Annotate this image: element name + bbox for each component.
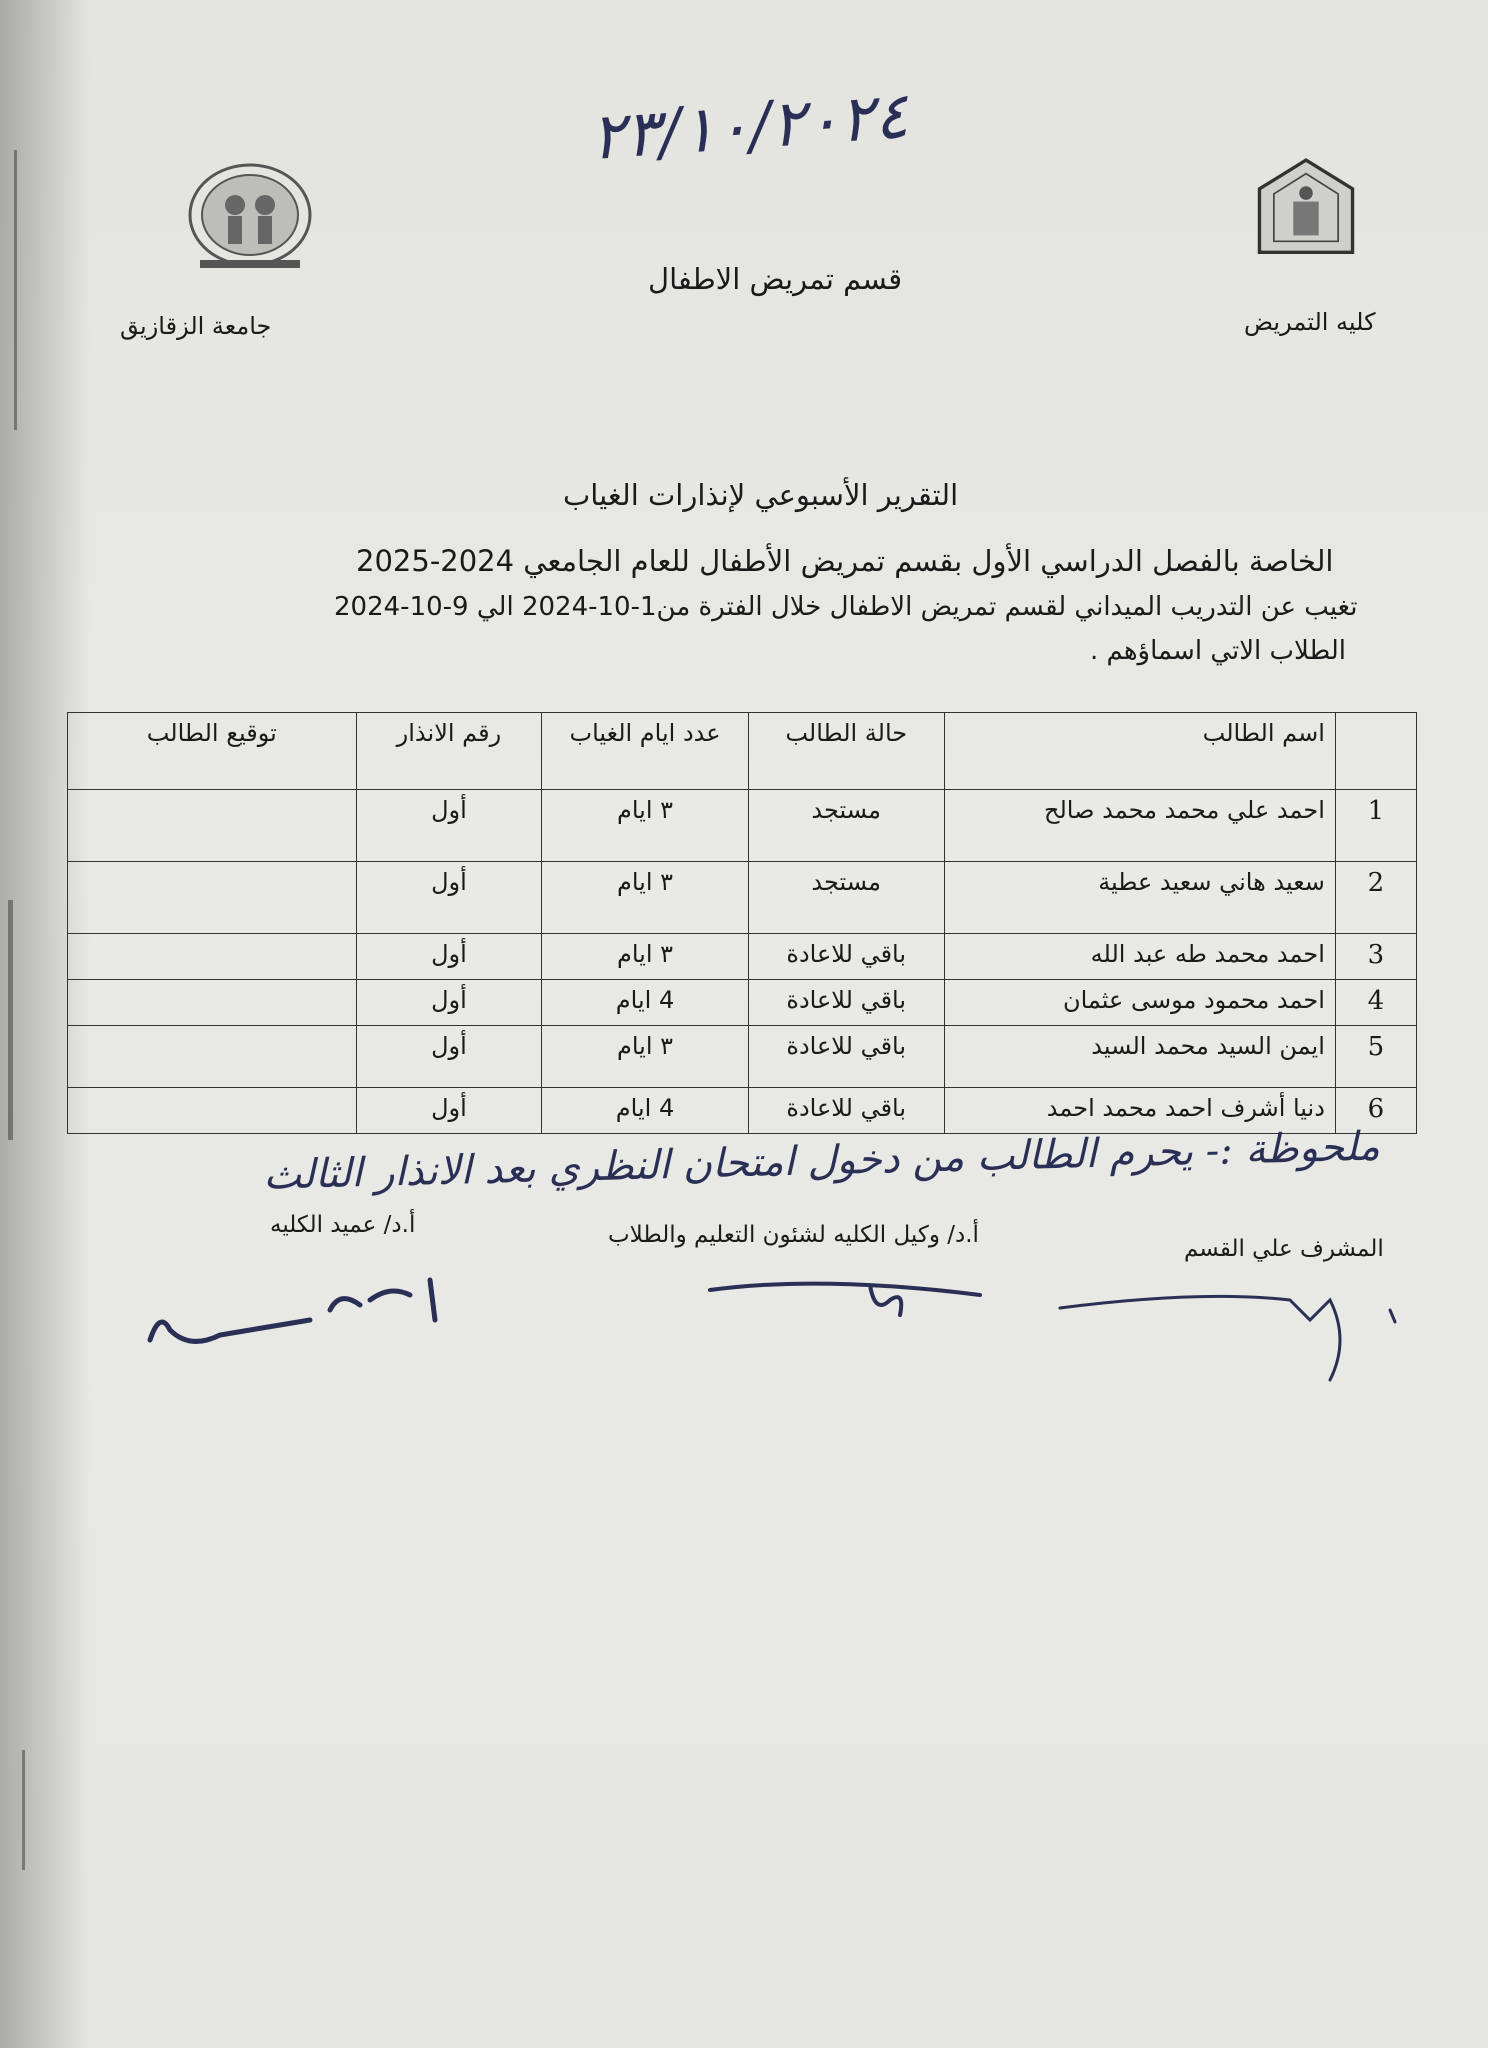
absence-days: 4 ايام — [542, 980, 748, 1026]
vice-dean-label: أ.د/ وكيل الكليه لشئون التعليم والطلاب — [608, 1222, 979, 1248]
table-row — [68, 980, 1417, 1026]
warning-number: أول — [356, 1088, 542, 1134]
report-title: التقرير الأسبوعي لإنذارات الغياب — [563, 478, 959, 512]
header-signature: توقيع الطالب — [68, 713, 357, 790]
university-name: جامعة الزقازيق — [120, 312, 272, 340]
row-number: 5 — [1335, 1026, 1416, 1088]
table-row — [68, 862, 1417, 934]
student-signature — [68, 1088, 357, 1134]
table-row — [68, 934, 1417, 980]
absence-days: ٣ ايام — [542, 862, 748, 934]
absence-days: ٣ ايام — [542, 1026, 748, 1088]
table-row — [68, 1088, 1417, 1134]
row-number: 3 — [1335, 934, 1416, 980]
row-number: 1 — [1335, 790, 1416, 862]
header-days: عدد ايام الغياب — [542, 713, 748, 790]
report-line-1: الخاصة بالفصل الدراسي الأول بقسم تمريض الأطفال للعام الجامعي 2024-2025 — [356, 544, 1334, 578]
student-status: مستجد — [748, 862, 944, 934]
student-status: مستجد — [748, 790, 944, 862]
faculty-name: كليه التمريض — [1244, 308, 1376, 336]
supervisor-label: المشرف علي القسم — [1184, 1236, 1384, 1262]
student-signature — [68, 1026, 357, 1088]
student-status: باقي للاعادة — [748, 1088, 944, 1134]
row-number: 6 — [1335, 1088, 1416, 1134]
department-name: قسم تمريض الاطفال — [648, 262, 903, 296]
header-number — [1335, 713, 1416, 790]
student-name: سعيد هاني سعيد عطية — [944, 862, 1335, 934]
warning-number: أول — [356, 862, 542, 934]
handwritten-date: ٢٣/١٠/٢٠٢٤ — [588, 79, 911, 176]
student-name: احمد علي محمد محمد صالح — [944, 790, 1335, 862]
student-signature — [68, 980, 357, 1026]
faculty-logo — [1236, 155, 1376, 265]
student-name: احمد محمد طه عبد الله — [944, 934, 1335, 980]
student-name: ايمن السيد محمد السيد — [944, 1026, 1335, 1088]
report-line-3: الطلاب الاتي اسماؤهم . — [1090, 636, 1347, 666]
student-status: باقي للاعادة — [748, 1026, 944, 1088]
table-row — [68, 1026, 1417, 1088]
warning-number: أول — [356, 980, 542, 1026]
row-number: 4 — [1335, 980, 1416, 1026]
absence-days: 4 ايام — [542, 1088, 748, 1134]
handwritten-note: ملحوظة :- يحرم الطالب من دخول امتحان النظري بعد الانذار الثالث — [262, 1123, 1381, 1199]
header-warning: رقم الانذار — [356, 713, 542, 790]
table-header-row — [68, 713, 1417, 790]
row-number: 2 — [1335, 862, 1416, 934]
absence-days: ٣ ايام — [542, 934, 748, 980]
student-signature — [68, 934, 357, 980]
student-name: احمد محمود موسى عثمان — [944, 980, 1335, 1026]
scan-mark — [22, 1750, 25, 1870]
student-status: باقي للاعادة — [748, 980, 944, 1026]
warning-number: أول — [356, 934, 542, 980]
student-name: دنيا أشرف احمد محمد احمد — [944, 1088, 1335, 1134]
university-logo — [180, 160, 320, 270]
header-status: حالة الطالب — [748, 713, 944, 790]
warning-number: أول — [356, 790, 542, 862]
student-signature — [68, 790, 357, 862]
vice-dean-signature — [700, 1270, 1000, 1330]
dean-label: أ.د/ عميد الكليه — [270, 1212, 416, 1238]
scan-mark — [8, 900, 13, 1140]
absence-table — [67, 712, 1417, 1134]
supervisor-signature — [1050, 1280, 1410, 1390]
header-name: اسم الطالب — [944, 713, 1335, 790]
dean-signature — [130, 1250, 450, 1360]
table-row — [68, 790, 1417, 862]
report-line-2: تغيب عن التدريب الميداني لقسم تمريض الاطفال خلال الفترة من1-10-2024 الي 9-10-2024 — [334, 592, 1358, 622]
warning-number: أول — [356, 1026, 542, 1088]
student-status: باقي للاعادة — [748, 934, 944, 980]
student-signature — [68, 862, 357, 934]
absence-days: ٣ ايام — [542, 790, 748, 862]
scan-mark — [14, 150, 17, 430]
